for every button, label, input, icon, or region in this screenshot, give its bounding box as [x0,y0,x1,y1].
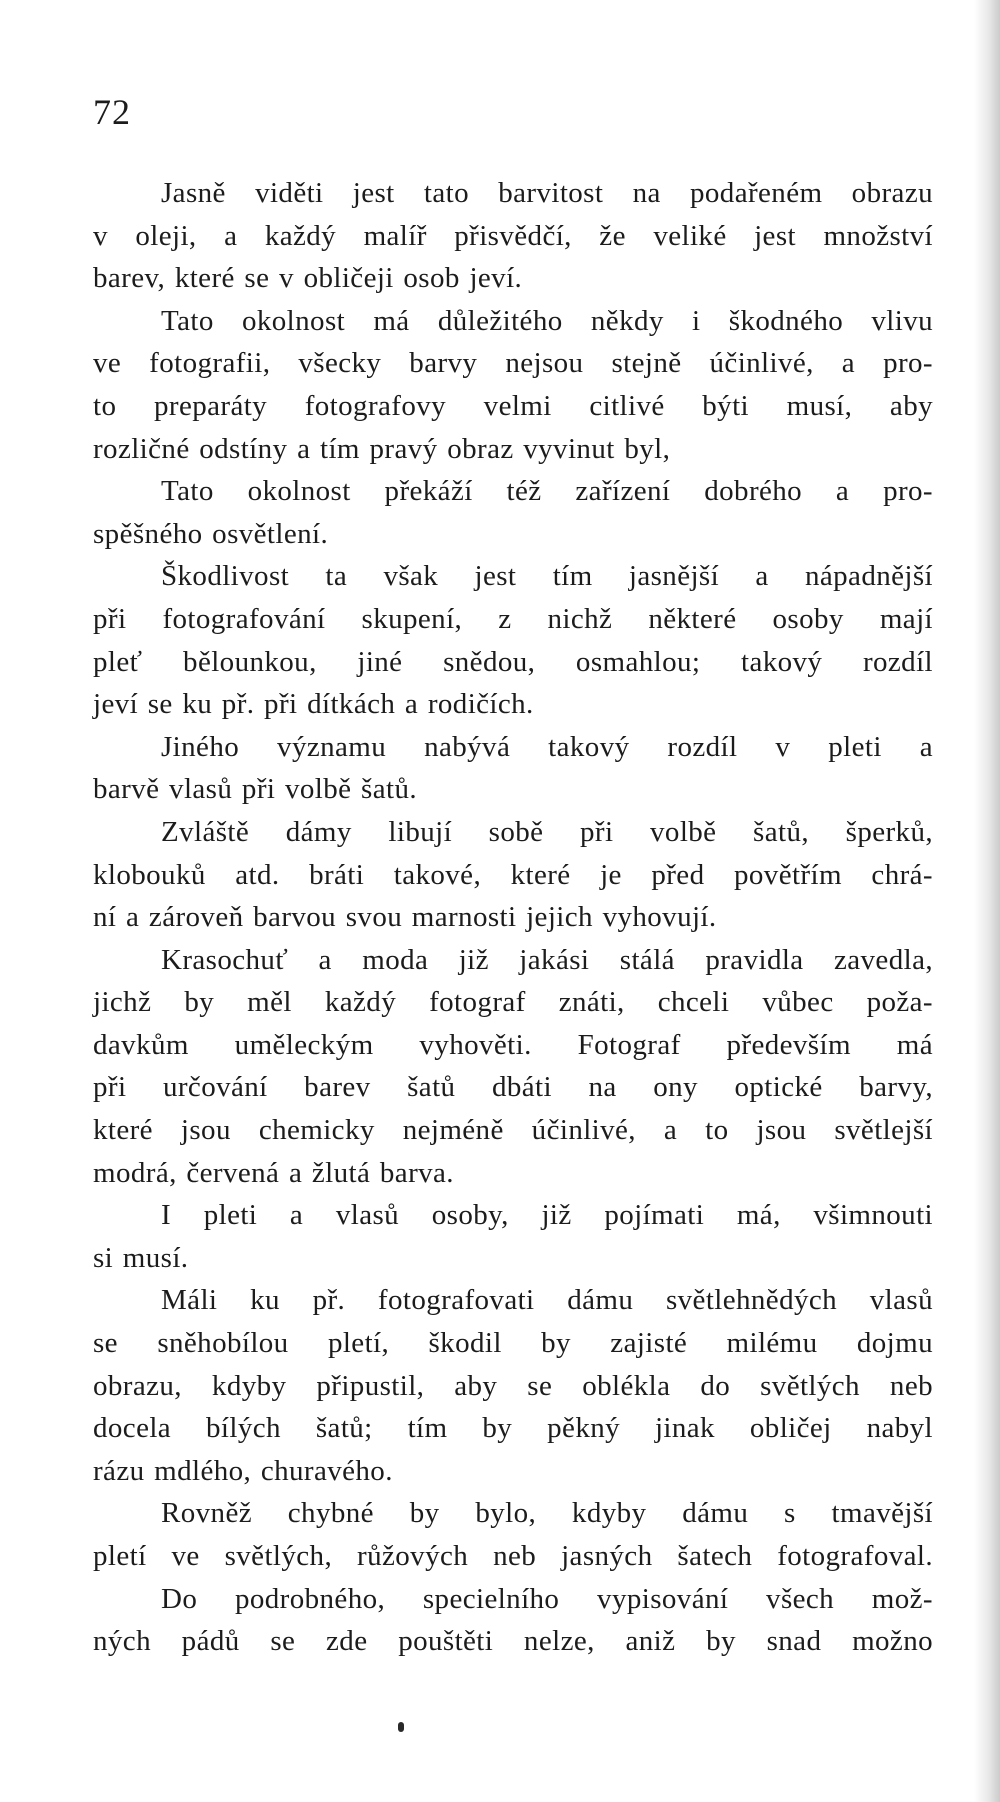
text-line: rozličné odstíny a tím pravý obraz vyvinut byl, [93,432,671,465]
text-line: barev, které se v obličeji osob jeví. [93,262,523,295]
text-line: při fotografování skupení, z nichž některé osoby mají [93,602,933,635]
ink-speck [398,1722,404,1732]
text-line: barvě vlasů při volbě šatů. [93,773,418,806]
text-line: klobouků atd. bráti takové, které je před povětřím chrá- [93,858,933,891]
text-line: které jsou chemicky nejméně účinlivé, a to jsou světlejší [93,1114,933,1147]
text-line: pletí ve světlých, růžových neb jasných šatech fotografoval. [93,1540,933,1572]
page-edge-shadow [974,0,1000,1802]
text-line: davkům uměleckým vyhověti. Fotograf především má [93,1028,933,1061]
text-line: Do podrobného, specielního vypisování všech mož- [161,1582,933,1615]
text-line: se sněhobílou pletí, škodil by zajisté milému dojmu [93,1327,933,1360]
text-line: rázu mdlého, churavého. [93,1454,393,1487]
text-line: Jiného významu nabývá takový rozdíl v pleti a [161,730,933,763]
text-line: Rovněž chybné by bylo, kdyby dámu s tmavější [161,1497,933,1530]
body-text [93,172,933,1663]
text-line: pleť bělounkou, jiné snědou, osmahlou; takový rozdíl [93,645,933,678]
text-line: si musí. [93,1241,189,1274]
text-line: v oleji, a každý malíř přisvědčí, že veliké jest množství [93,219,933,252]
text-line: Jasně viděti jest tato barvitost na podařeném obrazu [161,177,933,209]
text-line: ní a zároveň barvou svou marnosti jejich vyhovují. [93,901,717,934]
page-number: 72 [93,92,131,132]
text-line: Škodlivost ta však jest tím jasnější a nápadnější [161,560,933,593]
text-line: při určování barev šatů dbáti na ony optické barvy, [93,1071,933,1104]
text-line: spěšného osvětlení. [93,517,329,550]
text-line: Krasochuť a moda již jakási stálá pravidla zavedla, [161,943,933,976]
text-line: jeví se ku př. při dítkách a rodičích. [93,688,534,721]
text-line: ných pádů se zde pouštěti nelze, aniž by snad možno [93,1625,933,1658]
text-line: to preparáty fotografovy velmi citlivé býti musí, aby [93,389,933,422]
text-line: Zvláště dámy libují sobě při volbě šatů, šperků, [161,815,933,848]
text-line: Tato okolnost má důležitého někdy i škodného vlivu [161,304,933,337]
text-line: obrazu, kdyby připustil, aby se oblékla do světlých neb [93,1369,933,1402]
text-line: Tato okolnost překáží též zařízení dobrého a pro- [161,475,933,508]
text-line: ve fotografii, všecky barvy nejsou stejně účinlivé, a pro- [93,347,933,380]
text-line: I pleti a vlasů osoby, již pojímati má, všimnouti [161,1199,933,1232]
text-line: modrá, červená a žlutá barva. [93,1156,454,1189]
text-line: Máli ku př. fotografovati dámu světlehnědých vlasů [161,1284,933,1317]
text-line: docela bílých šatů; tím by pěkný jinak obličej nabyl [93,1412,933,1445]
text-line: jichž by měl každý fotograf znáti, chceli vůbec poža- [93,986,933,1019]
